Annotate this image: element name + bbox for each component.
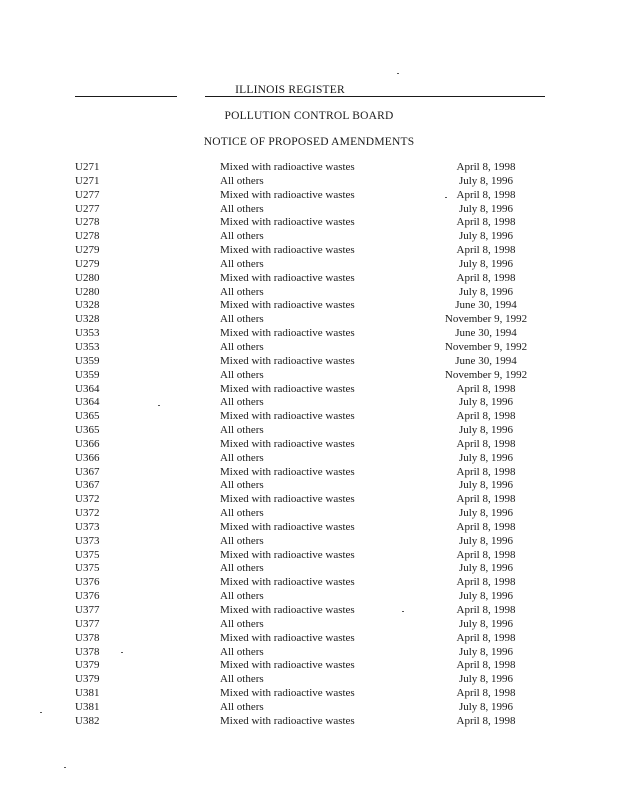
table-row	[0, 175, 618, 189]
waste-code: U277	[75, 202, 100, 215]
table-row	[0, 424, 618, 438]
table-row	[0, 632, 618, 646]
table-row	[0, 521, 618, 535]
effective-date: April 8, 1998	[456, 244, 516, 257]
waste-description: Mixed with radioactive wastes	[220, 244, 355, 257]
waste-description: Mixed with radioactive wastes	[220, 548, 355, 561]
table-row	[0, 189, 618, 203]
table-row	[0, 410, 618, 424]
effective-date: July 8, 1996	[458, 174, 514, 187]
waste-description: Mixed with radioactive wastes	[220, 576, 355, 589]
effective-date: April 8, 1998	[456, 465, 516, 478]
waste-code: U353	[75, 340, 100, 353]
table-row	[0, 452, 618, 466]
table-row	[0, 604, 618, 618]
effective-date: July 8, 1996	[458, 590, 514, 603]
scan-speck	[40, 712, 42, 713]
waste-code: U375	[75, 562, 100, 575]
effective-date: April 8, 1998	[456, 604, 516, 616]
waste-description: All others	[220, 202, 264, 215]
waste-description: Mixed with radioactive wastes	[220, 493, 355, 506]
waste-description: All others	[220, 451, 264, 464]
table-row	[0, 715, 618, 729]
waste-code: U378	[75, 645, 100, 658]
waste-description: Mixed with radioactive wastes	[220, 188, 355, 201]
effective-date: July 8, 1996	[458, 396, 514, 409]
scan-speck	[64, 767, 66, 768]
waste-description: All others	[220, 424, 264, 437]
waste-description: All others	[220, 257, 264, 270]
header-rule-right	[205, 96, 545, 97]
waste-code: U379	[75, 659, 100, 672]
waste-code: U372	[75, 493, 100, 506]
table-row	[0, 687, 618, 701]
effective-date: July 8, 1996	[458, 700, 514, 713]
waste-description: All others	[220, 617, 264, 630]
effective-date: June 30, 1994	[455, 299, 517, 312]
waste-code: U279	[75, 244, 100, 257]
waste-description: All others	[220, 645, 264, 658]
effective-date: July 8, 1996	[458, 257, 514, 270]
effective-date: April 8, 1998	[456, 382, 516, 395]
table-row	[0, 673, 618, 687]
waste-code: U328	[75, 313, 100, 326]
waste-description: Mixed with radioactive wastes	[220, 631, 355, 644]
table-row	[0, 549, 618, 563]
waste-code: U378	[75, 631, 100, 644]
effective-date: July 8, 1996	[458, 645, 514, 658]
waste-description: Mixed with radioactive wastes	[220, 299, 355, 312]
effective-date: July 8, 1996	[458, 617, 514, 630]
waste-description: All others	[220, 700, 264, 713]
waste-code: U365	[75, 410, 100, 423]
effective-date: July 8, 1996	[458, 451, 514, 464]
waste-code: U278	[75, 230, 100, 243]
effective-date: April 8, 1998	[456, 631, 516, 644]
waste-code: U271	[75, 174, 100, 187]
table-row	[0, 479, 618, 493]
table-row	[0, 341, 618, 355]
effective-date: July 8, 1996	[458, 424, 514, 437]
effective-date: April 8, 1998	[456, 437, 516, 450]
table-row	[0, 535, 618, 549]
waste-description: Mixed with radioactive wastes	[220, 687, 355, 700]
waste-description: Mixed with radioactive wastes	[220, 161, 355, 173]
waste-description: All others	[220, 479, 264, 492]
table-row	[0, 646, 618, 660]
waste-description: All others	[220, 562, 264, 575]
waste-code: U377	[75, 604, 100, 616]
waste-description: Mixed with radioactive wastes	[220, 604, 355, 616]
table-row	[0, 216, 618, 230]
table-row	[0, 286, 618, 300]
waste-code: U367	[75, 465, 100, 478]
effective-date: April 8, 1998	[456, 659, 516, 672]
effective-date: April 8, 1998	[456, 410, 516, 423]
waste-code: U278	[75, 216, 100, 229]
waste-code: U366	[75, 437, 100, 450]
table-row	[0, 396, 618, 410]
waste-description: All others	[220, 507, 264, 520]
waste-code: U280	[75, 285, 100, 298]
waste-description: Mixed with radioactive wastes	[220, 465, 355, 478]
effective-date: July 8, 1996	[458, 507, 514, 520]
table-row	[0, 313, 618, 327]
waste-code: U364	[75, 396, 100, 409]
table-row	[0, 383, 618, 397]
waste-code: U328	[75, 299, 100, 312]
board-title: POLLUTION CONTROL BOARD	[224, 110, 394, 122]
effective-date: April 8, 1998	[456, 548, 516, 561]
effective-date: April 8, 1998	[456, 188, 516, 201]
waste-description: Mixed with radioactive wastes	[220, 327, 355, 340]
waste-description: All others	[220, 313, 264, 326]
waste-description: All others	[220, 396, 264, 409]
effective-date: April 8, 1998	[456, 520, 516, 533]
waste-code: U359	[75, 368, 100, 381]
effective-date: April 8, 1998	[456, 687, 516, 700]
table-row	[0, 659, 618, 673]
effective-date: November 9, 1992	[444, 340, 528, 353]
waste-code: U277	[75, 188, 100, 201]
waste-code: U381	[75, 700, 100, 713]
effective-date: April 8, 1998	[456, 216, 516, 229]
scan-speck	[158, 405, 160, 406]
effective-date: April 8, 1998	[456, 271, 516, 284]
table-row	[0, 230, 618, 244]
table-row	[0, 438, 618, 452]
scan-speck	[402, 611, 404, 612]
effective-date: November 9, 1992	[444, 313, 528, 326]
effective-date: April 8, 1998	[456, 714, 516, 727]
waste-code: U373	[75, 534, 100, 547]
waste-description: Mixed with radioactive wastes	[220, 271, 355, 284]
table-row	[0, 355, 618, 369]
register-header	[75, 84, 545, 98]
waste-code: U353	[75, 327, 100, 340]
waste-code: U372	[75, 507, 100, 520]
waste-code: U359	[75, 354, 100, 367]
table-row	[0, 562, 618, 576]
waste-description: Mixed with radioactive wastes	[220, 410, 355, 423]
effective-date: July 8, 1996	[458, 534, 514, 547]
table-row	[0, 576, 618, 590]
waste-code: U379	[75, 673, 100, 686]
waste-description: Mixed with radioactive wastes	[220, 382, 355, 395]
effective-date: July 8, 1996	[458, 673, 514, 686]
waste-description: All others	[220, 673, 264, 686]
notice-title: NOTICE OF PROPOSED AMENDMENTS	[203, 136, 415, 148]
effective-date: June 30, 1994	[455, 327, 517, 340]
waste-description: All others	[220, 368, 264, 381]
effective-date: April 8, 1998	[456, 493, 516, 506]
waste-description: Mixed with radioactive wastes	[220, 659, 355, 672]
effective-date: July 8, 1996	[458, 230, 514, 243]
table-row	[0, 299, 618, 313]
waste-code: U364	[75, 382, 100, 395]
waste-code: U382	[75, 714, 100, 727]
effective-date: July 8, 1996	[458, 285, 514, 298]
waste-code: U375	[75, 548, 100, 561]
waste-code: U365	[75, 424, 100, 437]
table-row	[0, 258, 618, 272]
waste-description: All others	[220, 285, 264, 298]
table-row	[0, 466, 618, 480]
waste-description: Mixed with radioactive wastes	[220, 714, 355, 727]
effective-date: June 30, 1994	[455, 354, 517, 367]
table-row	[0, 244, 618, 258]
table-row	[0, 701, 618, 715]
waste-code: U381	[75, 687, 100, 700]
waste-description: All others	[220, 534, 264, 547]
waste-code: U280	[75, 271, 100, 284]
waste-description: Mixed with radioactive wastes	[220, 437, 355, 450]
table-row	[0, 493, 618, 507]
effective-date: April 8, 1998	[456, 161, 516, 173]
waste-code: U367	[75, 479, 100, 492]
scan-speck	[445, 197, 447, 198]
effective-date: July 8, 1996	[458, 202, 514, 215]
effective-date: July 8, 1996	[458, 562, 514, 575]
table-row	[0, 590, 618, 604]
waste-description: All others	[220, 340, 264, 353]
waste-description: Mixed with radioactive wastes	[220, 216, 355, 229]
table-row	[0, 507, 618, 521]
waste-code: U377	[75, 617, 100, 630]
scan-speck	[397, 73, 399, 74]
effective-date: April 8, 1998	[456, 576, 516, 589]
effective-date: July 8, 1996	[458, 479, 514, 492]
header-rule-left	[75, 96, 177, 97]
waste-code: U366	[75, 451, 100, 464]
waste-description: All others	[220, 230, 264, 243]
table-row	[0, 272, 618, 286]
waste-code: U271	[75, 161, 100, 173]
waste-description: All others	[220, 590, 264, 603]
table-row	[0, 618, 618, 632]
waste-code-table	[0, 161, 618, 729]
table-row	[0, 203, 618, 217]
waste-description: All others	[220, 174, 264, 187]
waste-description: Mixed with radioactive wastes	[220, 520, 355, 533]
table-row	[0, 327, 618, 341]
table-row	[0, 161, 618, 175]
effective-date: November 9, 1992	[444, 368, 528, 381]
table-row	[0, 369, 618, 383]
register-title: ILLINOIS REGISTER	[235, 84, 345, 96]
waste-description: Mixed with radioactive wastes	[220, 354, 355, 367]
waste-code: U279	[75, 257, 100, 270]
scan-speck	[121, 652, 123, 653]
waste-code: U376	[75, 576, 100, 589]
waste-code: U373	[75, 520, 100, 533]
waste-code: U376	[75, 590, 100, 603]
